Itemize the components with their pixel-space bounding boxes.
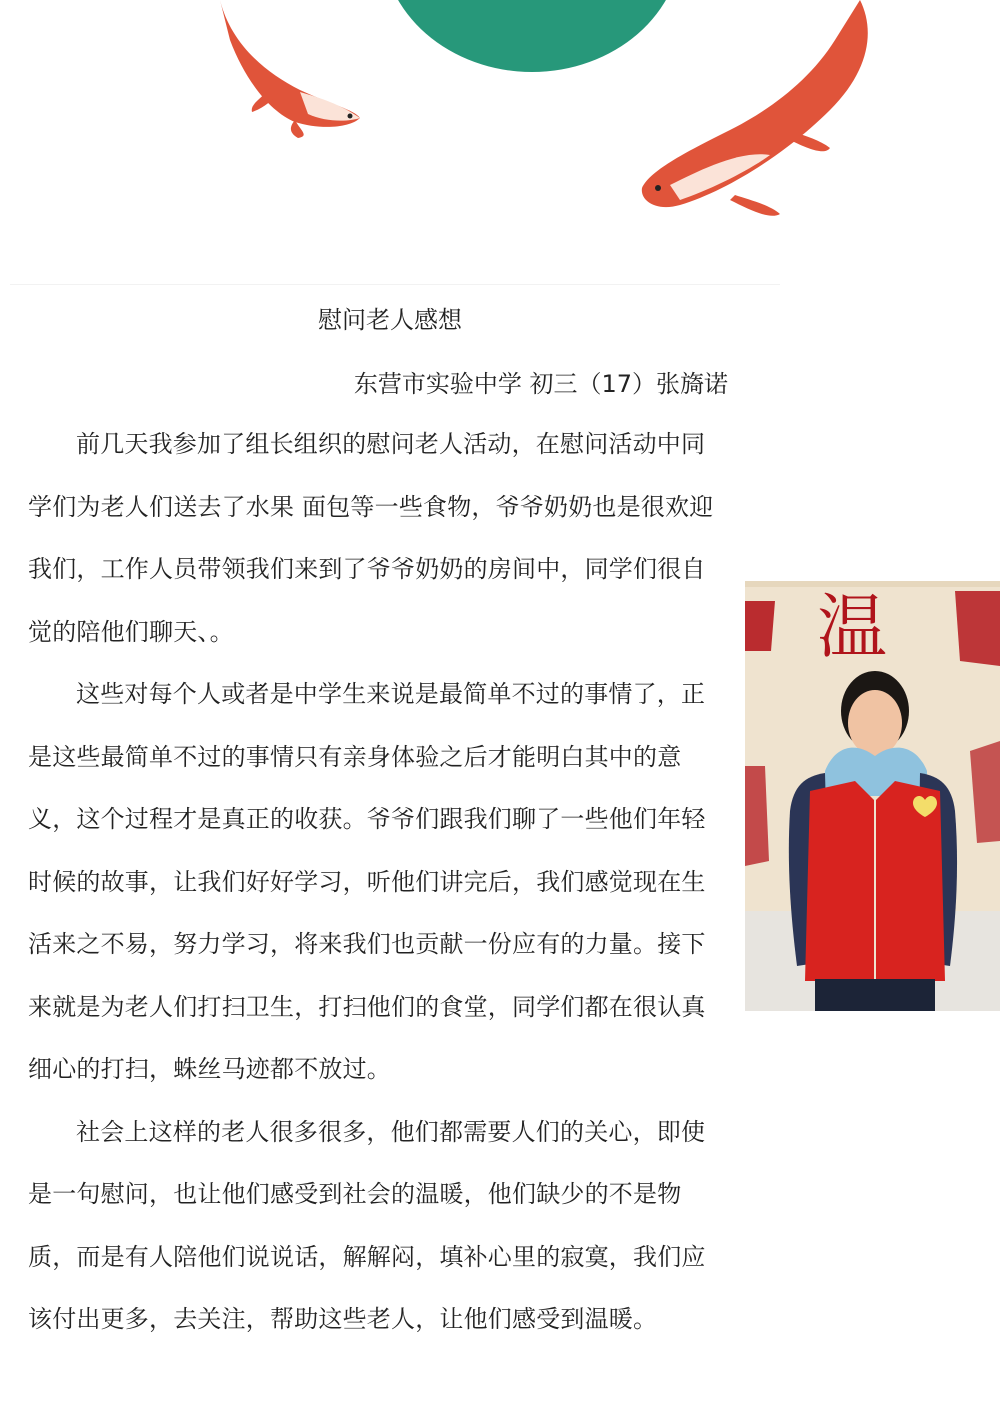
header-divider — [10, 284, 780, 285]
paragraph: 这些对每个人或者是中学生来说是最简单不过的事情了，正是这些最简单不过的事情只有亲身体验之后才能明白其中的意义，这个过程才是真正的收获。爷爷们跟我们聊了一些他们年轻时候的故事，让我们好好学习，听他们讲完后，我们感觉现在生活来之不易，努力学习，将来我们也贡献一份应有的力量。接下来就是为老人们打扫卫生，打扫他们的食堂，同学们都在很认真细心的打扫，蛛丝马迹都不放过。 — [28, 680, 706, 1083]
wall-calligraphy: 温 — [817, 586, 887, 668]
paragraph: 前几天我参加了组长组织的慰问老人活动，在慰问活动中同学们为老人们送去了水果 面包等一些食物，爷爷奶奶也是很欢迎我们，工作人员带领我们来到了爷爷奶奶的房间中，同学们很自觉的陪他们聊天、。 — [28, 430, 714, 646]
koi-fish-icon — [200, 0, 380, 150]
paragraph: 社会上这样的老人很多很多，他们都需要人们的关心，即使是一句慰问，也让他们感受到社会的温暖，他们缺少的不是物质，而是有人陪他们说说话，解解闷，填补心里的寂寞，我们应该付出更多，去关注，帮助这些老人，让他们感受到温暖。 — [28, 1117, 706, 1333]
student-photo — [745, 581, 1000, 1011]
article-body — [28, 413, 728, 1351]
byline: 东营市实验中学 初三（17）张旖诺 — [353, 370, 728, 398]
koi-fish-icon — [620, 0, 890, 225]
page-title: 慰问老人感想 — [318, 306, 462, 334]
